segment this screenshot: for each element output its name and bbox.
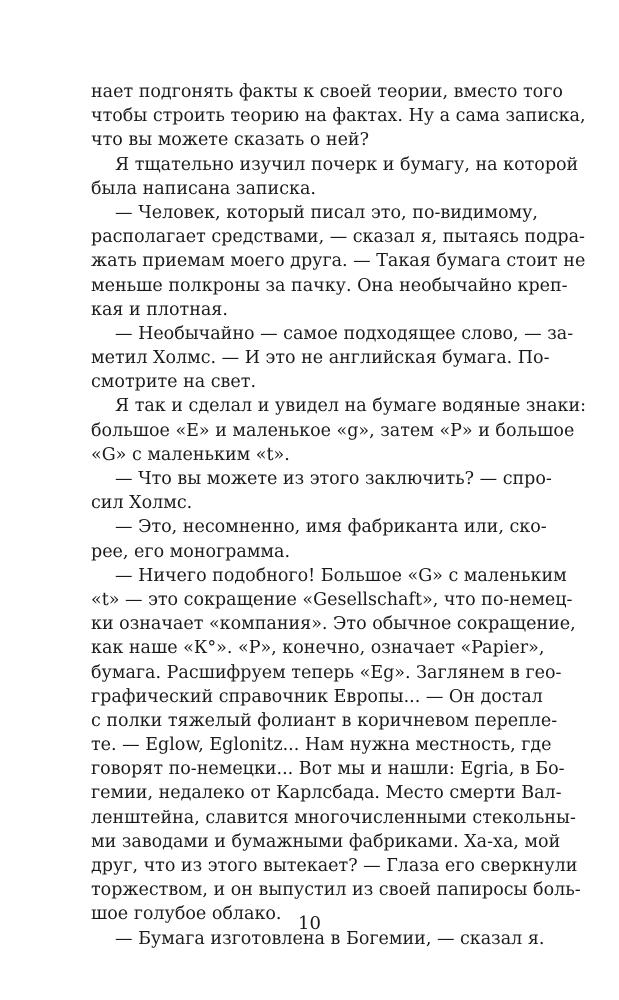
text-line: метил Холмс. — И это не английская бумага. По- bbox=[91, 348, 550, 369]
text-line: бумага. Расшифруем теперь «Eg». Заглянем в гео- bbox=[91, 662, 562, 683]
text-line: ки означает «компания». Это обычное сокращение, bbox=[91, 614, 576, 635]
page-number: 10 bbox=[298, 913, 321, 934]
text-line: располагает средствами, — сказал я, пытаясь подра- bbox=[91, 227, 585, 248]
text-line: с полки тяжелый фолиант в коричневом переплe- bbox=[91, 710, 558, 731]
text-line: Я тщательно изучил почерк и бумагу, на которой bbox=[115, 154, 579, 175]
text-line: «t» — это сокращение «Gesellschaft», что по-немец- bbox=[91, 589, 573, 610]
text-line: шое голубое облако. bbox=[91, 904, 282, 925]
text-line: ленштейна, славится многочисленными стекольны- bbox=[91, 807, 576, 828]
text-line: графический справочник Европы... — Он достал bbox=[91, 686, 543, 707]
text-line: сил Холмс. bbox=[91, 493, 193, 514]
text-line: рее, его монограмма. bbox=[91, 541, 291, 562]
text-line: гемии, недалеко от Карлсбада. Место смерти Вал- bbox=[91, 783, 562, 804]
text-line: меньше полкроны за пачку. Она необычайно креп- bbox=[91, 275, 568, 296]
text-line: друг, что из этого вытекает? — Глаза его сверкнули bbox=[91, 856, 578, 876]
text-line: большое «E» и маленькое «g», затем «P» и большое bbox=[91, 420, 575, 441]
text-line: «G» с маленьким «t». bbox=[91, 444, 290, 465]
text-line: — Ничего подобного! Большое «G» с маленьким bbox=[115, 565, 567, 586]
book-page-text bbox=[91, 80, 587, 951]
text-line: говорят по-немецки... Вот мы и нашли: Egria, в Бо- bbox=[91, 759, 565, 780]
text-line: что вы можете сказать о ней? bbox=[91, 130, 369, 151]
text-line: нает подгонять факты к своей теории, вместо того bbox=[91, 82, 563, 102]
text-line: те. — Eglow, Eglonitz... Нам нужна местность, где bbox=[91, 735, 552, 756]
text-line: как наше «К°». «P», конечно, означает «Papier», bbox=[91, 638, 545, 659]
text-line: кая и плотная. bbox=[91, 299, 228, 320]
text-line: жать приемам моего друга. — Такая бумага стоит не bbox=[91, 251, 586, 272]
text-line: — Это, несомненно, имя фабриканта или, ско- bbox=[115, 517, 547, 538]
text-line: — Что вы можете из этого заключить? — спро- bbox=[115, 469, 552, 489]
text-line: ми заводами и бумажными фабриками. Ха-ха, мой bbox=[91, 831, 561, 852]
text-line: была написана записка. bbox=[91, 178, 316, 199]
text-line: чтобы строить теорию на фактах. Ну а сама записка, bbox=[91, 106, 586, 127]
text-line: — Бумага изготовлена в Богемии, — сказал я. bbox=[115, 928, 545, 949]
text-line: смотрите на свет. bbox=[91, 372, 257, 393]
text-line: — Необычайно — самое подходящее слово, — за- bbox=[115, 323, 574, 344]
text-line: торжеством, и он выпустил из своей папиросы боль- bbox=[91, 880, 581, 901]
text-line: — Человек, который писал это, по-видимому, bbox=[115, 202, 538, 223]
text-line: Я так и сделал и увидел на бумаге водяные знаки: bbox=[115, 396, 587, 417]
